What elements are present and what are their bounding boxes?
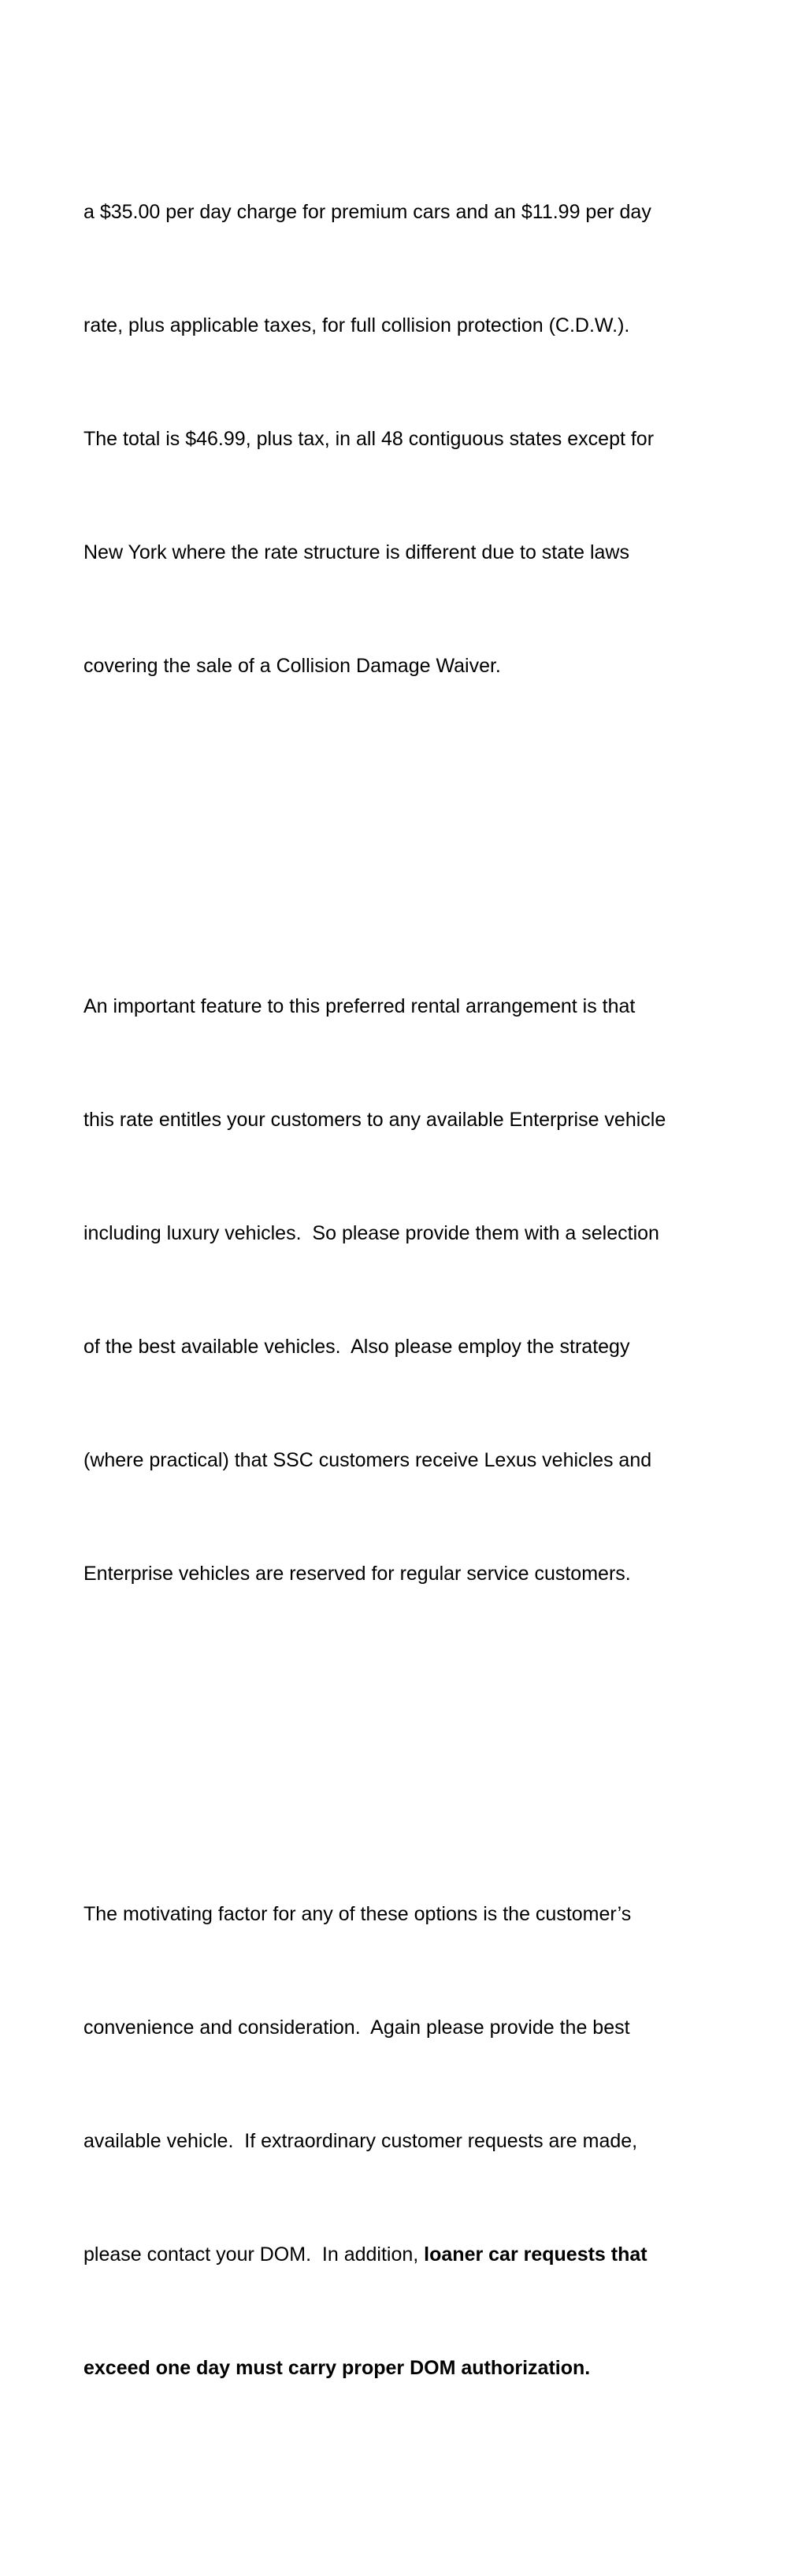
paragraph-vehicle-selection	[83, 912, 761, 1668]
text-bold-segment: loaner car requests that	[424, 2243, 647, 2266]
text-line: this rate entitles your customers to any available Enterprise vehicle	[83, 1109, 666, 1131]
paragraph-rental-rate	[83, 117, 761, 760]
text-line: An important feature to this preferred rental arrangement is that	[83, 995, 636, 1017]
text-line-bold: exceed one day must carry proper DOM authorization.	[83, 2357, 591, 2379]
text-line: a $35.00 per day charge for premium cars and an $11.99 per day	[83, 201, 651, 223]
text-regular-segment: please contact your DOM. In addition,	[83, 2243, 425, 2266]
text-line: rate, plus applicable taxes, for full collision protection (C.D.W.).	[83, 314, 630, 336]
text-line: (where practical) that SSC customers receive Lexus vehicles and	[83, 1449, 652, 1471]
text-line: convenience and consideration. Again please provide the best	[83, 2017, 630, 2039]
text-line: New York where the rate structure is different due to state laws	[83, 541, 629, 563]
text-line: Enterprise vehicles are reserved for regular service customers.	[83, 1563, 631, 1585]
text-line: available vehicle. If extraordinary customer requests are made,	[83, 2130, 638, 2152]
text-line: The motivating factor for any of these options is the customer’s	[83, 1903, 632, 1925]
text-line: including luxury vehicles. So please provide them with a selection	[83, 1222, 659, 1244]
text-line: covering the sale of a Collision Damage Waiver.	[83, 655, 501, 677]
text-line: The total is $46.99, plus tax, in all 48 contiguous states except for	[83, 428, 655, 450]
text-line-mixed	[83, 2236, 761, 2273]
paragraph-motivating-factor	[83, 1820, 761, 2463]
document-body	[83, 4, 761, 2576]
text-line: of the best available vehicles. Also please employ the strategy	[83, 1336, 630, 1358]
